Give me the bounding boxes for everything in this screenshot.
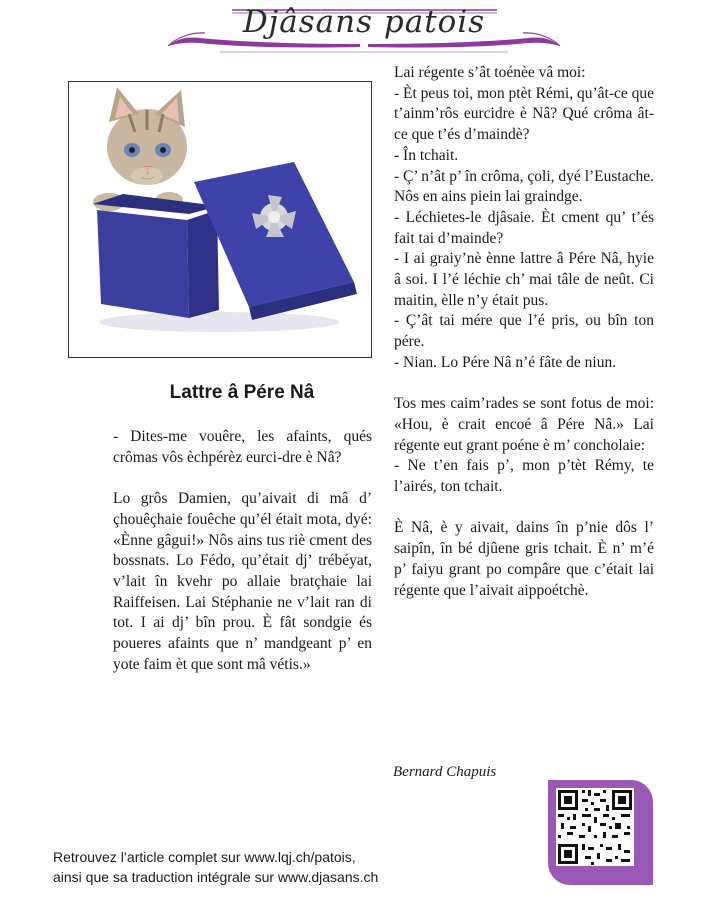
paragraph: Tos mes caim’rades se sont fotus de moi: «Hou, è crait encoé â Pére Nâ.» Lai régente eut grant poéne è m’ concholaie: - Ne t’en fais p’, mon p’tèt Rémy, te l’airés, ton tchait.	[394, 395, 654, 496]
qr-code[interactable]	[548, 780, 653, 885]
header-banner	[0, 0, 728, 60]
article-title: Lattre â Pére Nâ	[169, 382, 315, 403]
article-right-column	[394, 63, 654, 622]
paragraph: Lai régente s’ât toénèe vâ moi: - Èt peus toi, mon ptèt Rémi, qu’ât-ce que t’ainm’rôs eurcidre è Nâ? Qué crôma ât-ce que t’és d’maindè? - În tchait. - Ç’ n’ât p’ în crôma, çoli, dyé l’Eustache. Nôs en ains piein lai graindge. - Léchietes-le djâsaie. Èt cment qu’ t’és fait tai d’mainde? - I ai graiy’nè ènne lattre â Pére Nâ, hyie â soi. I l’é léchie ch’ mai tâle de neût. Ci maitin, èlle n’y était pus. - Ç’ât tai mére que l’é pris, ou bîn ton pére. - Nian. Lo Pére Nâ n’é fâte de niun.	[394, 64, 654, 371]
footer-line: Retrouvez l’article complet sur www.lqj.ch/patois,	[53, 849, 356, 865]
kitten-gift-image	[68, 81, 372, 358]
paragraph: Lo grôs Damien, qu’aivait di mâ d’ çhouêçhaie fouêche qu’él était mota, dyé: «Ènne gâgui!» Nôs ains tus riè cment des bossnats. Lo Fédo, qu’était dj’ trébéyat, v’lait în kvehr po allaie bratçhaie lai Raiffeisen. Lai Stéphanie ne v’lait ran di tot. I ai dj’ bîn prou. È fât sondgie és poueres afaints que n’ mandgeant p’ en yote faim èt que sont mâ vétis.»	[113, 490, 372, 673]
article-left-column	[113, 427, 372, 696]
qr-code-icon	[548, 780, 653, 885]
footer-line: ainsi que sa traduction intégrale sur www.djasans.ch	[53, 869, 379, 885]
paragraph: - Dites-me vouêre, les afaints, qués crômas vôs èchpérèz eurci-dre è Nâ?	[113, 428, 372, 466]
author-signature: Bernard Chapuis	[393, 764, 497, 780]
header-title: Djâsans patois	[242, 4, 486, 40]
paragraph: È Nâ, è y aivait, dains în p’nie dôs l’ saipîn, în bé djûene gris tchait. È n’ m’é p’ faiyu grant po compâre que c’était lai régente que l’aivait aippoétchè.	[394, 519, 654, 599]
footer-note	[53, 847, 378, 887]
